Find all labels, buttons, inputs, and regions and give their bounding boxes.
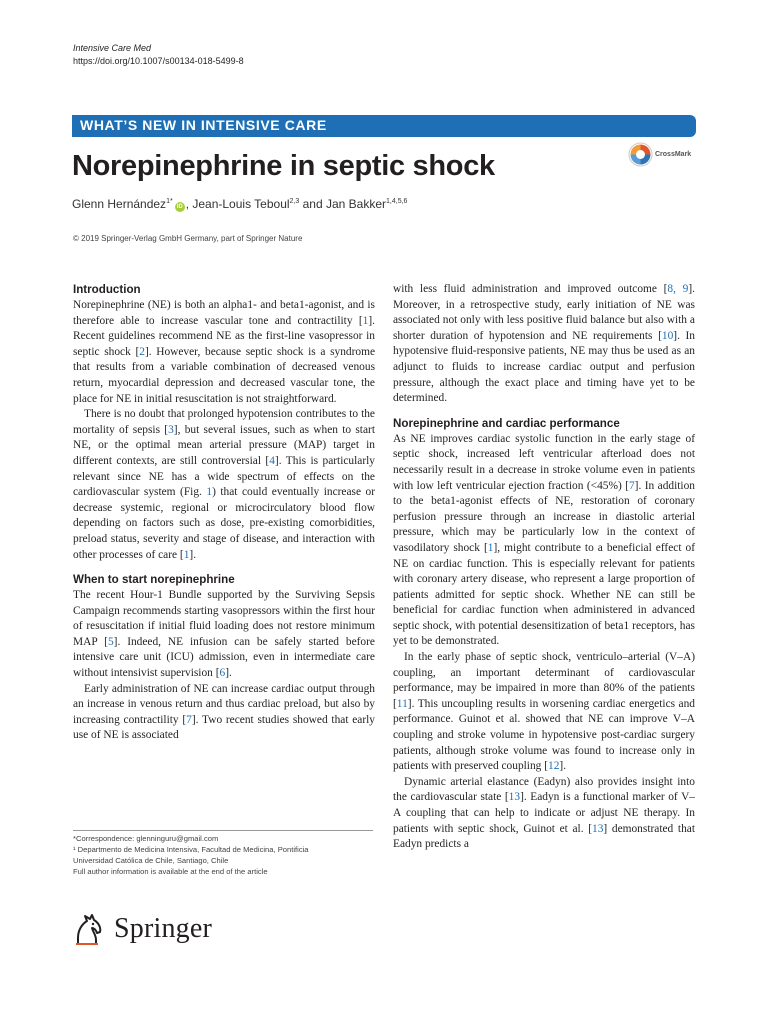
paragraph: Norepinephrine (NE) is both an alpha1- and beta1-agonist, and is therefore able to increase vascular tone and contractility [1]. Recent guidelines recommend NE as the first-line vasopressor in septic shock [2]. However, because septic shock is a syndrome that results from a variable combination of decreased venous return, myocardial depression and decreased vascular tone, the place for NE in initial resuscitation is not straightforward. [73,299,375,405]
author-affiliation-sup: 1,4,5,6 [386,198,408,205]
figure-link[interactable]: 1 [206,486,213,499]
crossmark-button[interactable] [628,142,691,167]
left-column [73,282,375,744]
right-column [393,282,695,853]
section-banner-label: WHAT’S NEW IN INTENSIVE CARE [80,117,327,133]
author-separator: , [185,197,193,211]
citation-link[interactable]: 6 [219,667,226,680]
article-title: Norepinephrine in septic shock [72,150,495,182]
citation-link[interactable]: 13 [508,791,521,804]
citation-link[interactable]: 12 [548,760,560,773]
journal-name: Intensive Care Med [73,43,152,53]
citation-link[interactable]: 10 [661,329,674,342]
citation-link[interactable]: 11 [396,697,408,710]
citation-link[interactable]: 2 [139,345,145,358]
section-heading-when-to-start: When to start norepinephrine [73,573,235,587]
citation-link[interactable]: 4 [269,454,275,467]
paragraph: As NE improves cardiac systolic function in the early stage of septic shock, increased left ventricular afterload does not necessarily result in a decrease in stroke volume even in patients with low left ventricular ejection fraction (<45%) [7]. In addition to the beta1-agonist effects of NE, restoration of coronary perfusion pressure through an increase in diastolic arterial pressure, which may be particularly low in the context of vasodilatory shock [1], might contribute to a beneficial effect of NE on cardiac function. This is especially relevant for patients with coronary artery disease, who represent a large proportion of patients admitted for septic shock. Whether NE can still be beneficial for cardiac function when administered in advanced septic shock, with potential desensitization of beta1 receptors, has yet to be demonstrated. [393,432,696,648]
doi-link[interactable]: https://doi.org/10.1007/s00134-018-5499-8 [73,56,244,66]
footnotes [73,830,373,877]
paragraph: There is no doubt that prolonged hypotension contributes to the mortality of sepsis [3], but several issues, such as when to start NE, or the optimal mean arterial pressure (MAP) target in different contexts, are still controversial [4]. This is particularly relevant since NE has a wide spectrum of effects on the cardiovascular system (Fig. 1) that could eventually increase or decrease systemic, regional or microcirculatory blood flow depending on factors such as dose, pre-existing comorbidities, preload status, severity and stage of disease, and interaction with other processes of care [1]. [73,408,375,561]
author-affiliation-sup: 2,3 [289,198,300,205]
publisher-name: Springer [114,913,213,944]
section-heading-cardiac-performance: Norepinephrine and cardiac performance [393,416,620,430]
paragraph: Dynamic arterial elastance (Eadyn) also provides insight into the cardiovascular state [13]. Eadyn is a functional marker of V–A coupling that can help to indicate or adjust NE therapy. In patients with septic shock, Guinot et al. [13] demonstrated that Eadyn predicts a [393,775,695,851]
paragraph: Early administration of NE can increase cardiac output through an increase in venous return and thus cardiac preload, but also by increasing contractility [7]. Two recent studies showed that early use of NE is associated [73,682,375,742]
citation-link[interactable]: 5 [107,635,114,648]
journal-header [73,42,244,68]
author-name[interactable]: Jean-Louis Teboul [192,197,290,211]
author-affiliation-sup: 1* [166,198,173,205]
citation-link[interactable]: 1 [487,541,494,554]
author-name[interactable]: Glenn Hernández [72,197,167,211]
publisher-logo [72,912,212,946]
author-separator: and [299,197,326,211]
author-info-note: Full author information is available at the end of the article [73,867,268,876]
section-banner [72,115,696,137]
affiliation-note: ¹ Departmento de Medicina Intensiva, Facultad de Medicina, Pontificia [73,845,309,854]
springer-horse-icon [72,912,106,946]
citation-link[interactable]: 7 [186,713,192,726]
paragraph: The recent Hour-1 Bundle supported by the Surviving Sepsis Campaign recommends starting vasopressors within the first hour of resuscitation if initial fluid loading does not restore minimum MAP [5]. Indeed, NE infusion can be safely started before intensive care unit (ICU) admission, even in intermediate care without intensivist supervision [6]. [73,589,375,680]
author-name[interactable]: Jan Bakker [325,197,387,211]
citation-link[interactable]: 1 [183,548,190,561]
correspondence-note[interactable]: *Correspondence: glenninguru@gmail.com [73,834,219,843]
crossmark-icon [628,142,653,167]
section-heading-introduction: Introduction [73,283,141,296]
affiliation-note: Universidad Católica de Chile, Santiago, Chile [73,856,229,865]
paragraph: with less fluid administration and improved outcome [8, 9]. Moreover, in a retrospective study, early initiation of NE was associated not only with less positive fluid balance but also with a shorter duration of hypotension and NE requirements [10]. In hypotensive fluid-responsive patients, NE may thus be used as an adjunct to fluids to increase cardiac output and perfusion pressure, although the exact place and timing have yet to be determined. [393,283,696,405]
author-list [72,197,407,212]
citation-link[interactable]: 8, 9 [667,283,689,295]
crossmark-label: CrossMark [655,151,692,158]
copyright-notice: © 2019 Springer-Verlag GmbH Germany, part of Springer Nature [73,234,303,243]
citation-link[interactable]: 13 [592,822,604,835]
citation-link[interactable]: 3 [168,423,174,436]
orcid-icon[interactable]: iD [176,204,183,210]
paragraph: In the early phase of septic shock, ventriculo–arterial (V–A) coupling, an important determinant of cardiovascular performance, may be impaired in more than 80% of the patients [11]. This uncoupling results in worsening cardiac energetics and performance. Guinot et al. showed that NE can improve V–A coupling and stroke volume in hypotensive post-cardiac surgery patients, although stroke volume was found to increase only in patients with preserved coupling [12]. [393,651,695,773]
citation-link[interactable]: 7 [628,479,635,492]
citation-link[interactable]: 1 [362,314,369,327]
